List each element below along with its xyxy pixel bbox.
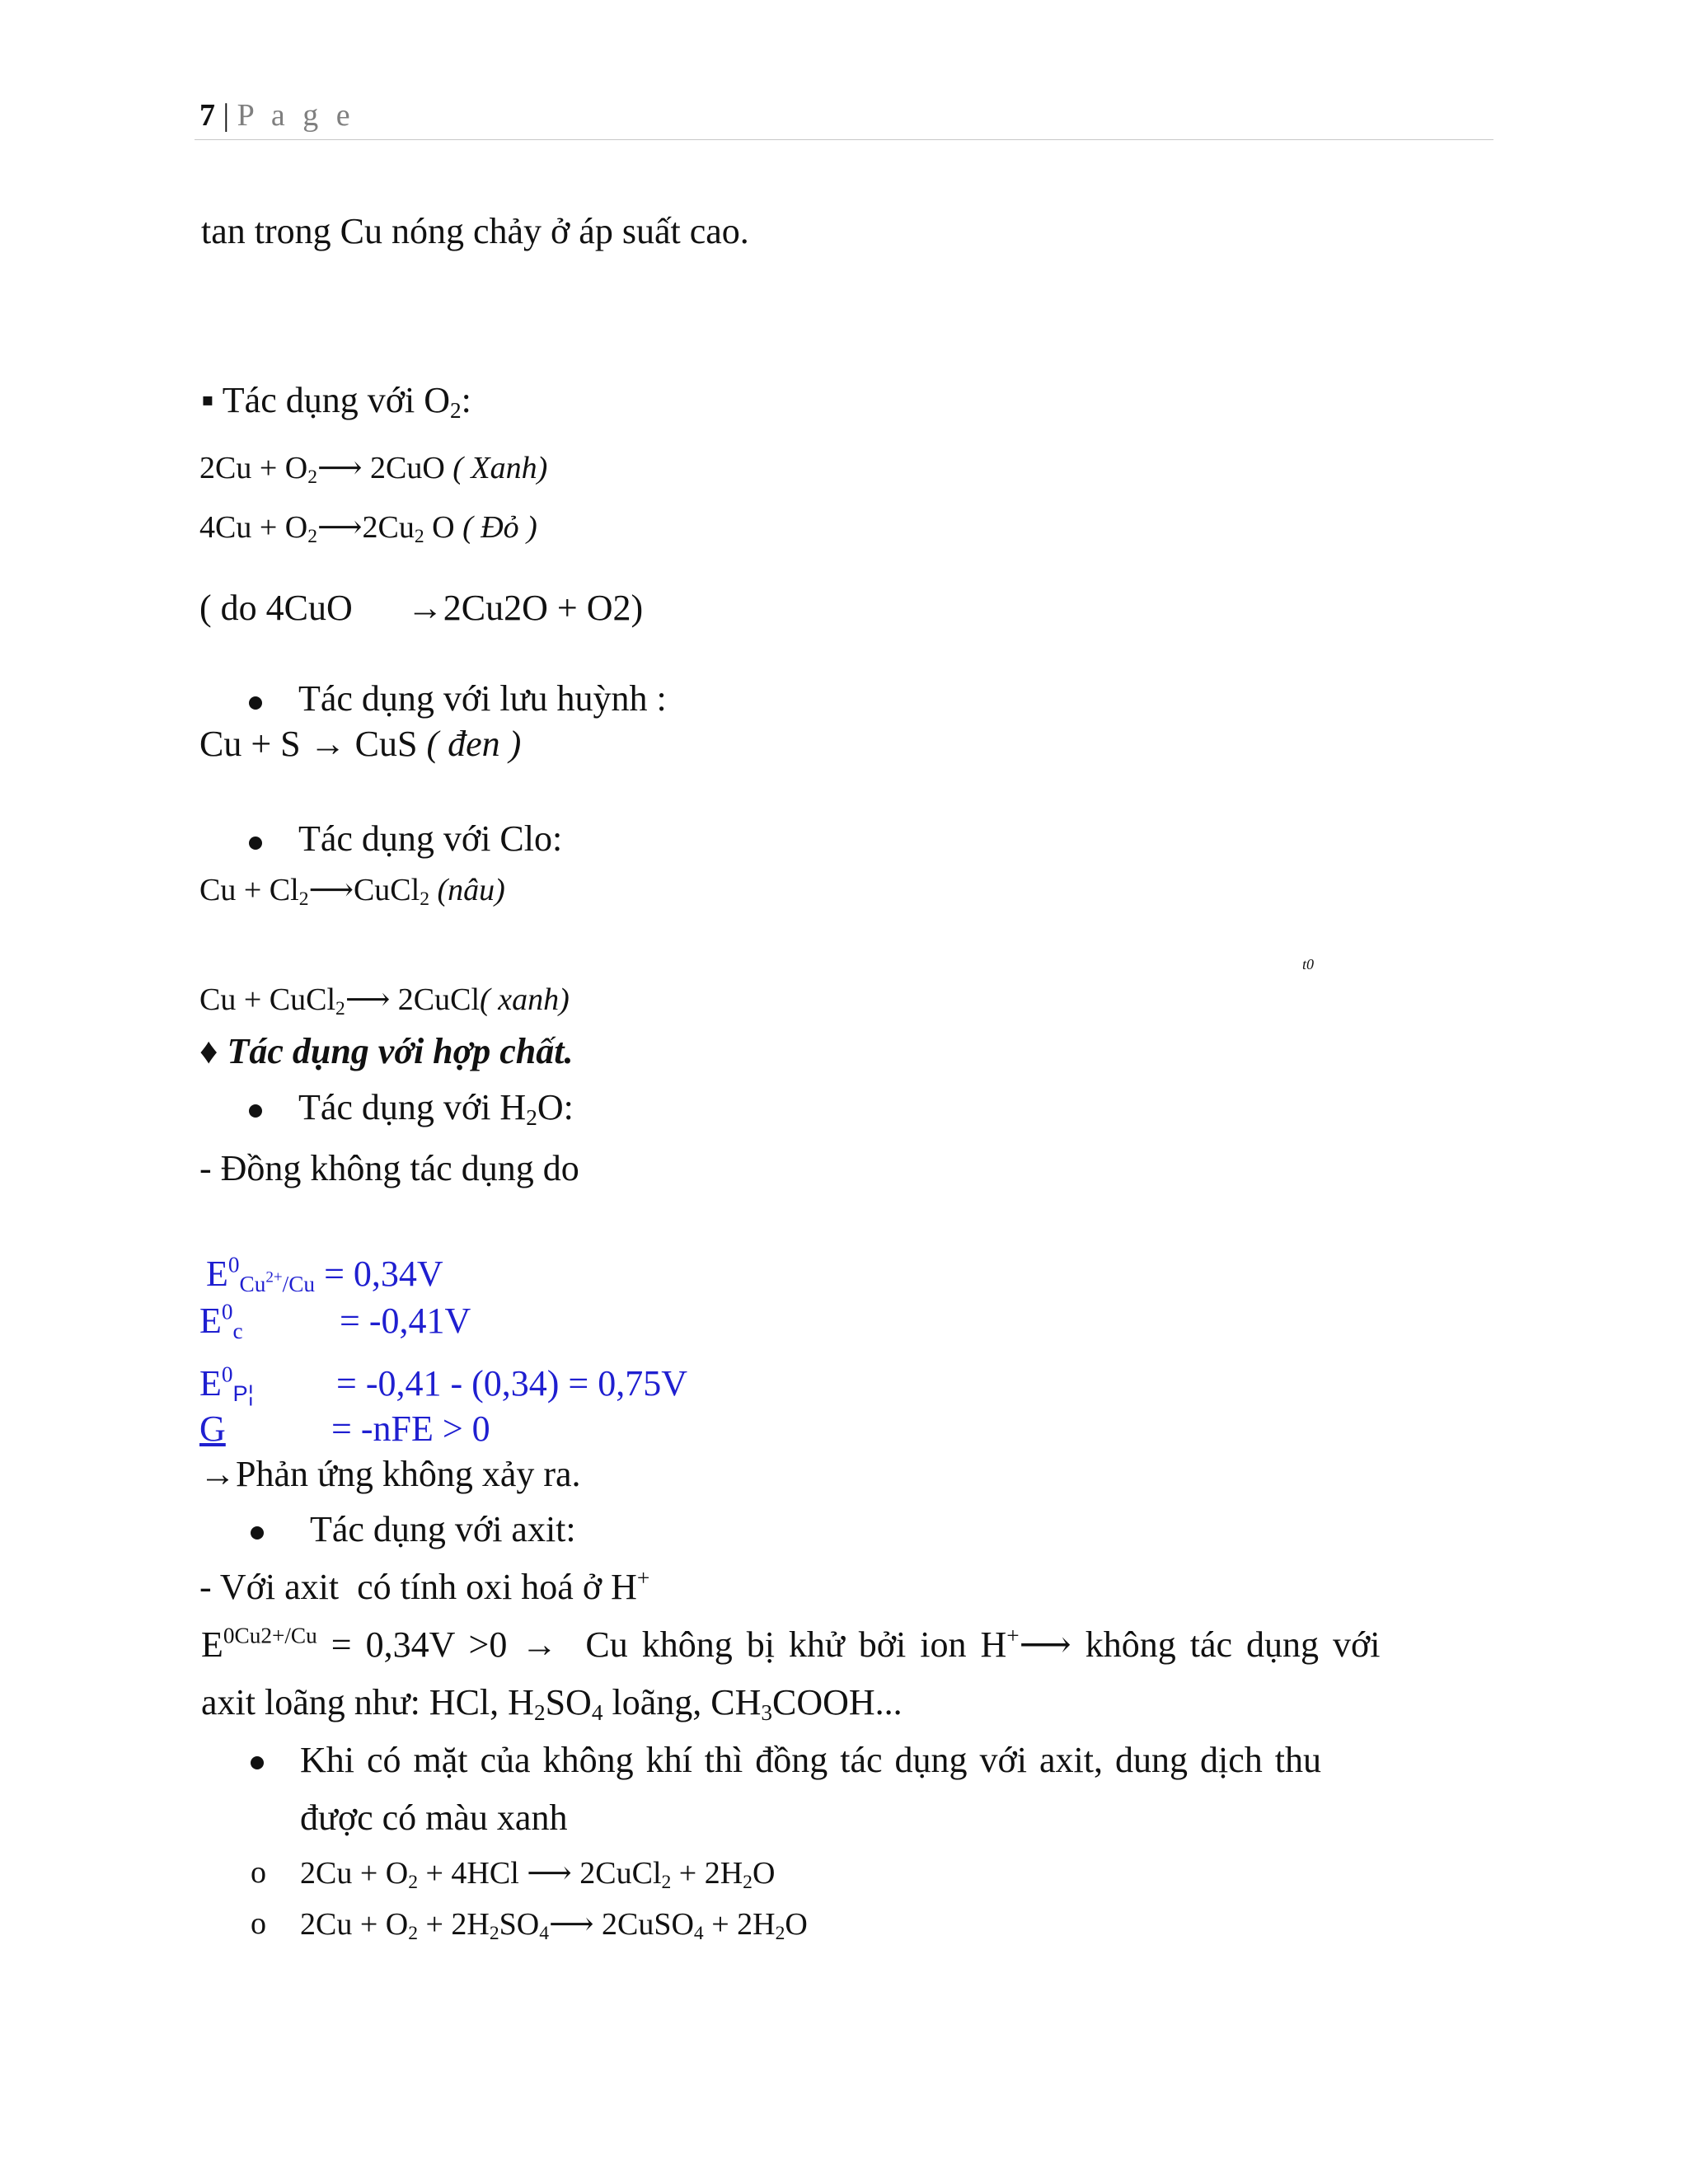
potential-c: $E^0_c$ — [199, 1299, 243, 1343]
circle-bullet-icon: o — [251, 1906, 266, 1941]
equation-cucl: Cu + CuCl$_2$⟶ 2CuCl( xanh) — [199, 982, 570, 1019]
potential-pin-value: = -0,41 - (0,34) = 0,75V — [336, 1363, 688, 1404]
bullet-icon — [249, 696, 262, 710]
equation-acid-hcl: $2Cu + O_2 + 4HCl$ ⟶ 2CuCl$_2$ + $2H_2O$ — [300, 1856, 776, 1893]
potential-c-value: = -0,41V — [340, 1301, 471, 1341]
bullet-icon — [251, 1756, 264, 1769]
bullet-icon — [249, 837, 262, 850]
text-line: $E^{0Cu2+/Cu} = 0,34V >0 \to Cu$ không bị khử bởi ion H+⟶ không tác dụng với — [201, 1623, 1381, 1665]
equation-cu2o: $4Cu + O_2⟶2Cu_2$ O ( Đỏ ) — [199, 510, 537, 547]
text-line: được có màu xanh — [300, 1797, 568, 1838]
equation-cus: Cu + S → CuS ( đen ) — [199, 724, 522, 764]
text-line: - Đồng không tác dụng do — [199, 1148, 579, 1188]
text-line: tan trong Cu nóng chảy ở áp suất cao. — [201, 211, 749, 251]
header-separator: | — [223, 98, 230, 133]
equation-cuo: $2Cu + O_2⟶$ 2CuO ( Xanh) — [199, 451, 548, 488]
note-decompose: ( do 4CuO →2Cu2O + O2) — [199, 588, 644, 628]
potential-cu: $E^0_{Cu^{2+}/Cu} = 0,34V$ — [206, 1252, 443, 1296]
temperature-label: t0 — [1302, 956, 1315, 972]
text-line: Khi có mặt của không khí thì đồng tác dụng với axit, dung dịch thu — [300, 1740, 1321, 1780]
page-header — [199, 97, 355, 134]
section-compound-title: ♦ Tác dụng với hợp chất. — [199, 1031, 574, 1071]
bullet-icon — [251, 1526, 264, 1540]
section-water-title: Tác dụng với $H_2O$: — [298, 1087, 574, 1130]
circle-bullet-icon: o — [251, 1855, 266, 1890]
text-line: - Với axit có tính oxi hoá ở H+ — [199, 1565, 650, 1607]
text-line: axit loãng như: HCl, $H_2SO_4$ loãng, $CH_3COOH$... — [201, 1682, 903, 1725]
text-line: →Phản ứng không xảy ra. — [199, 1454, 581, 1494]
equation-acid-h2so4: $2Cu + O_2$ + $2H_2SO_4⟶$ 2CuSO$_4$ + $2H_2O$ — [300, 1907, 808, 1944]
page-number: 7 — [199, 98, 215, 133]
potential-pin: $E^0_{P¦}$ — [199, 1361, 254, 1406]
bullet-icon — [249, 1104, 262, 1118]
gibbs-symbol: G — [199, 1408, 226, 1449]
header-rule — [195, 139, 1493, 140]
section-acid-title: Tác dụng với axit: — [310, 1509, 576, 1549]
section-o2-title: ▪ Tác dụng với $O_2$: — [201, 380, 471, 423]
section-sulfur-title: Tác dụng với lưu huỳnh : — [298, 678, 667, 719]
equation-cucl2: $Cu + Cl_2⟶CuCl_2$ (nâu) — [199, 873, 505, 910]
page-word: P a g e — [237, 98, 355, 133]
gibbs-value: = -nFE > 0 — [331, 1408, 490, 1449]
section-chlorine-title: Tác dụng với Clo: — [298, 818, 563, 859]
